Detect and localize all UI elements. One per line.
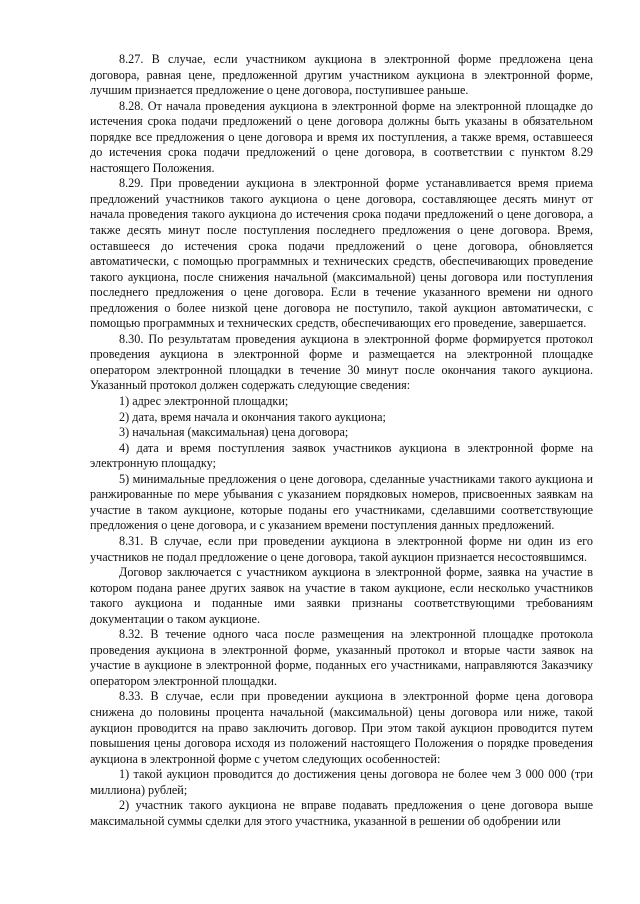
list-item: 1) адрес электронной площадки; (119, 394, 289, 409)
paragraph-8-29: 8.29. При проведении аукциона в электронной форме устанавливается время приема предложений участников такого аукциона о цене договора, составляющее десять минут от начала проведения такого аукциона до истечения срока подачи предложений о цене договора, а также десять минут после поступления последнего предложения о цене договора. Время, оставшееся до истечения срока подачи предложений о цене договора, обновляется автоматически, с помощью программных и технических средств, обеспечивающих проведение такого аукциона, после снижения начальной (максимальной) цены договора или поступления последнего предложения о цене договора. Если в течение указанного времени ни одного предложения о более низкой цене договора не поступило, такой аукцион автоматически, с помощью программных и технических средств, обеспечивающих его проведение, завершается. (90, 176, 593, 331)
list-item: 3) начальная (максимальная) цена договора; (119, 425, 349, 440)
paragraph-8-28: 8.28. От начала проведения аукциона в электронной форме на электронной площадке до истечения срока подачи предложений о цене договора должны быть указаны в обязательном порядке все предложения о цене договора и время их поступления, а также время, оставшееся до истечения срока подачи предложений о цене договора, в соответствии с пунктом 8.29 настоящего Положения. (90, 98, 593, 175)
document-page (90, 52, 593, 829)
list-item: 4) дата и время поступления заявок участников аукциона в электронной форме на электронную площадку; (90, 440, 593, 471)
paragraph-8-27: 8.27. В случае, если участником аукциона в электронной форме предложена цена договора, равная цене, предложенной другим участником аукциона в электронной форме, лучшим признается предложение о цене договора, поступившее раньше. (90, 52, 593, 98)
paragraph-contract: Договор заключается с участником аукциона в электронной форме, заявка на участие в котором подана ранее других заявок на участие в таком аукционе, если несколько участников такого аукциона и поданные ими заявки признаны соответствующими требованиям документации о таком аукционе. (90, 565, 593, 626)
list-item: 2) дата, время начала и окончания такого аукциона; (119, 409, 386, 424)
paragraph-8-33: 8.33. В случае, если при проведении аукциона в электронной форме цена договора снижена до половины процента начальной (максимальной) цены договора или ниже, такой аукцион проводится на право заключить договор. При этом такой аукцион проводится путем повышения цены договора исходя из положений настоящего Положения о порядке проведения аукциона в электронной форме с учетом следующих особенностей: (90, 689, 593, 766)
list-item: 2) участник такого аукциона не вправе подавать предложения о цене договора выше максимальной суммы сделки для этого участника, указанной в решении об одобрении или (90, 798, 593, 828)
paragraph-8-32: 8.32. В течение одного часа после размещения на электронной площадке протокола проведения аукциона в электронной форме, указанный протокол и вторые части заявок на участие в аукционе в электронной форме, поданных его участниками, направляются Заказчику оператором электронной площадки. (90, 627, 593, 688)
list-item: 5) минимальные предложения о цене договора, сделанные участниками такого аукциона и ранжированные по мере убывания с указанием порядковых номеров, присвоенных заявкам на участие в таком аукционе, которые поданы его участниками, сделавшими соответствующие предложения о цене договора, и с указанием времени поступления данных предложений. (90, 471, 593, 533)
list-item: 1) такой аукцион проводится до достижения цены договора не более чем 3 000 000 (три миллиона) рублей; (90, 767, 593, 797)
paragraph-8-31: 8.31. В случае, если при проведении аукциона в электронной форме ни один из его участников не подал предложение о цене договора, такой аукцион признается несостоявшимся. (90, 533, 593, 564)
paragraph-8-30: 8.30. По результатам проведения аукциона в электронной форме формируется протокол проведения аукциона в электронной форме и размещается на электронной площадке оператором электронной площадки в течение 30 минут после окончания такого аукциона. Указанный протокол должен содержать следующие сведения: (90, 331, 593, 393)
